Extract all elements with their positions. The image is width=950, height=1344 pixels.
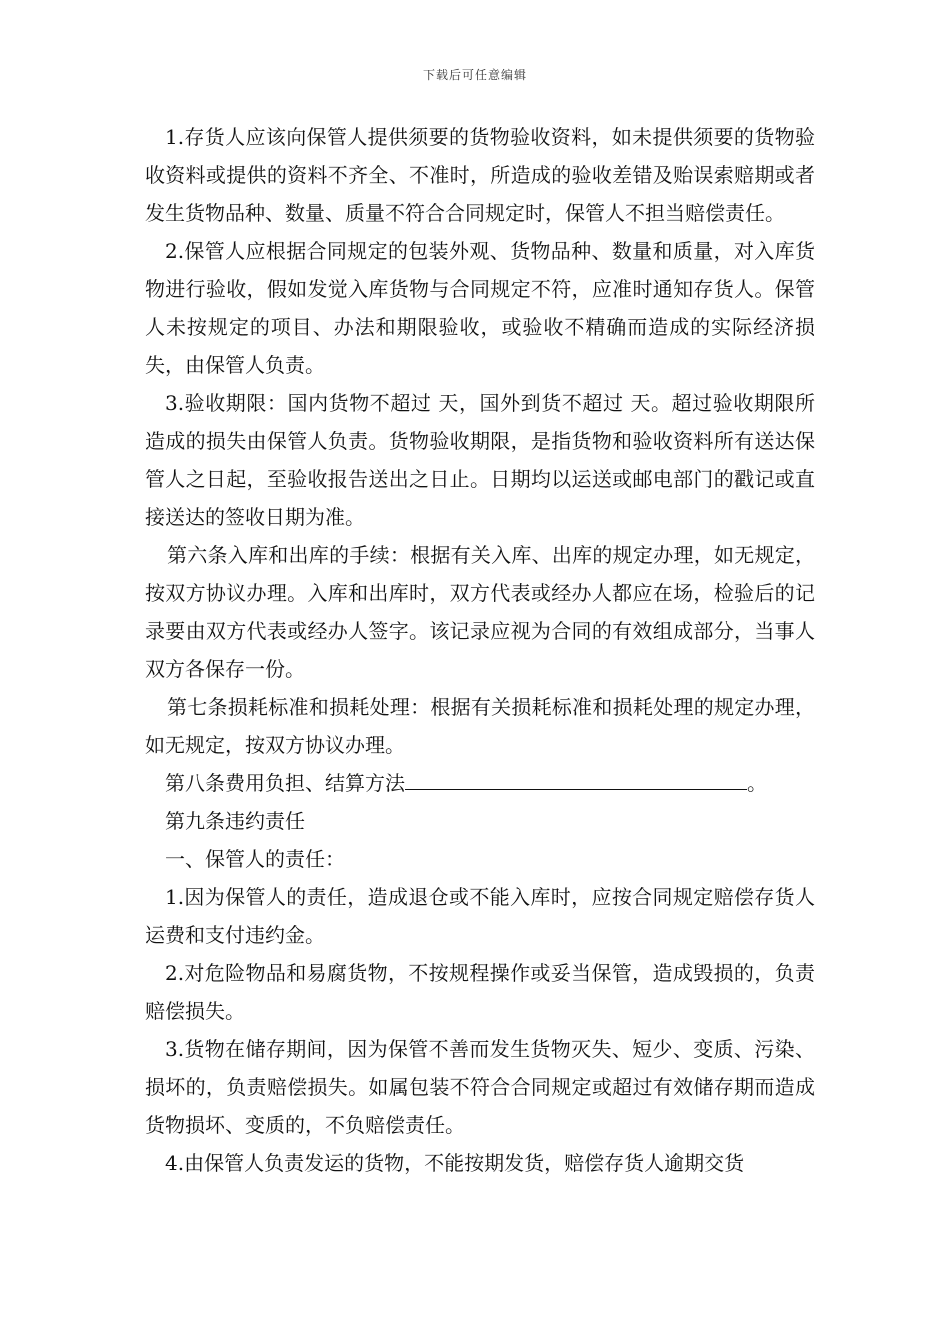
page-header: 下载后可任意编辑: [422, 68, 527, 82]
document-body: [145, 118, 815, 1182]
paragraph-2: 2.保管人应根据合同规定的包装外观、货物品种、数量和质量，对入库货物进行验收，假如发觉入库货物与合同规定不符，应准时通知存货人。保管人未按规定的项目、办法和期限验收，或验收不精确而造成的实际经济损失，由保管人负责。: [145, 239, 815, 377]
paragraph-article-8: [145, 764, 815, 802]
article-8-suffix: 。: [747, 771, 767, 795]
article-8-label: 第八条费用负担、结算方法: [165, 771, 405, 795]
paragraph-section-1: 一、保管人的责任：: [165, 847, 345, 871]
paragraph-item-1: 1.因为保管人的责任，造成退仓或不能入库时，应按合同规定赔偿存货人运费和支付违约金。: [145, 885, 815, 947]
paragraph-item-4: 4.由保管人负责发运的货物，不能按期发货，赔偿存货人逾期交货: [165, 1151, 745, 1175]
paragraph-item-3: 3.货物在储存期间，因为保管不善而发生货物灭失、短少、变质、污染、损坏的，负责赔偿损失。如属包装不符合合同规定或超过有效储存期而造成货物损坏、变质的，不负赔偿责任。: [145, 1037, 815, 1137]
paragraph-3: 3.验收期限：国内货物不超过 天，国外到货不超过 天。超过验收期限所造成的损失由保管人负责。货物验收期限，是指货物和验收资料所有送达保管人之日起，至验收报告送出之日止。日期均以运送或邮电部门的戳记或直接送达的签收日期为准。: [145, 391, 815, 529]
paragraph-1: 1.存货人应该向保管人提供须要的货物验收资料，如未提供须要的货物验收资料或提供的资料不齐全、不准时，所造成的验收差错及贻误索赔期或者发生货物品种、数量、质量不符合合同规定时，保管人不担当赔偿责任。: [145, 125, 815, 225]
fill-in-blank: [405, 767, 747, 790]
paragraph-article-7: 第七条损耗标准和损耗处理：根据有关损耗标准和损耗处理的规定办理，如无规定，按双方协议办理。: [145, 695, 815, 757]
paragraph-article-9: 第九条违约责任: [165, 809, 305, 833]
paragraph-item-2: 2.对危险物品和易腐货物，不按规程操作或妥当保管，造成毁损的，负责赔偿损失。: [145, 961, 815, 1023]
paragraph-article-6: 第六条入库和出库的手续：根据有关入库、出库的规定办理，如无规定，按双方协议办理。入库和出库时，双方代表或经办人都应在场，检验后的记录要由双方代表或经办人签字。该记录应视为合同的有效组成部分，当事人双方各保存一份。: [145, 543, 815, 681]
